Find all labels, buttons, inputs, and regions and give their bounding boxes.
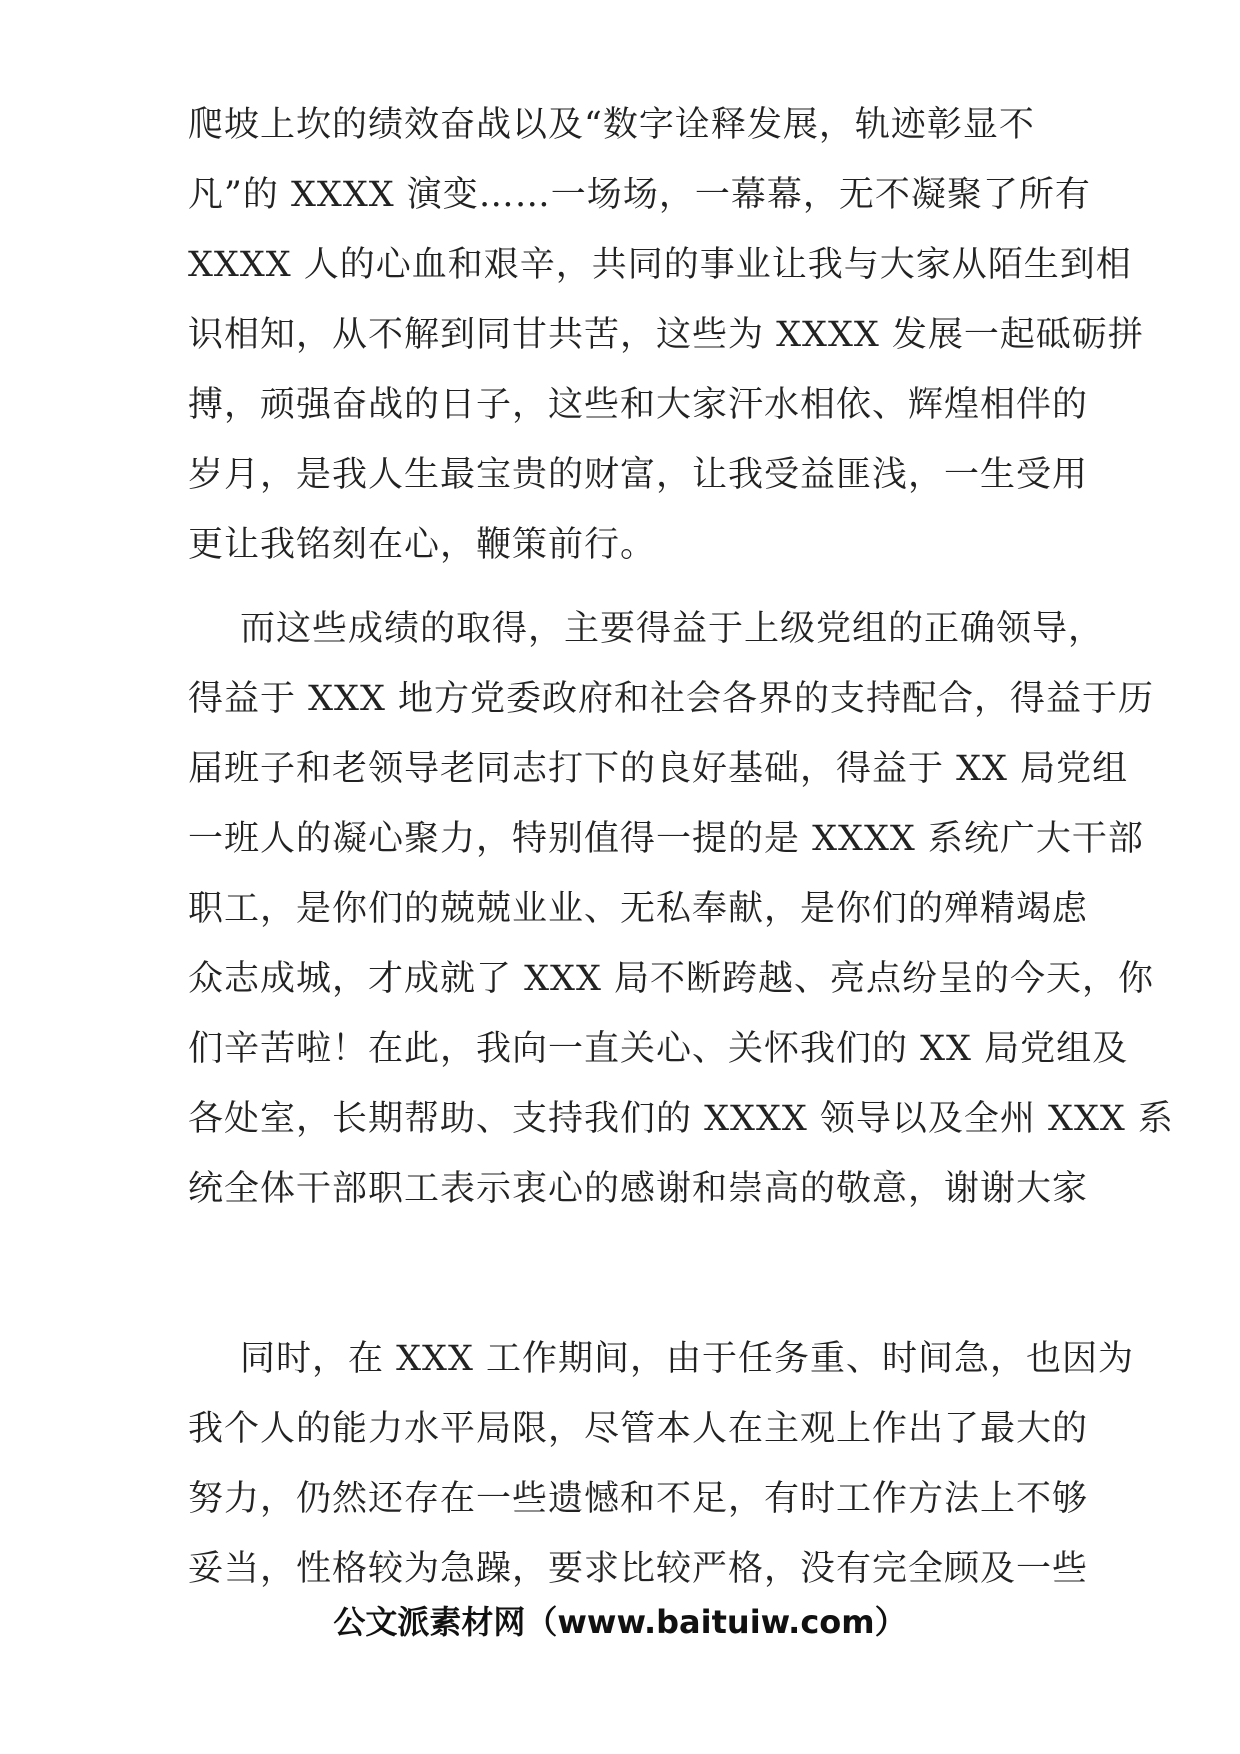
paragraph-line: 各处室，长期帮助、支持我们的 XXXX 领导以及全州 XXX 系 xyxy=(188,1099,1174,1139)
paragraph-line: 搏，顽强奋战的日子，这些和大家汗水相依、辉煌相伴的 xyxy=(188,385,1089,425)
paragraph-3 xyxy=(188,1324,1135,1604)
paragraph-line: 更让我铭刻在心，鞭策前行。 xyxy=(188,525,657,565)
paragraph-line: 努力，仍然还存在一些遗憾和不足，有时工作方法上不够 xyxy=(188,1479,1089,1519)
paragraph-line: 职工，是你们的兢兢业业、无私奉献，是你们的殚精竭虑 xyxy=(188,889,1089,929)
paragraph-line: 识相知，从不解到同甘共苦，这些为 XXXX 发展一起砥砺拼 xyxy=(188,315,1144,355)
paragraph-line: 妥当，性格较为急躁，要求比较严格，没有完全顾及一些 xyxy=(188,1549,1089,1589)
paragraph-line: 们辛苦啦！在此，我向一直关心、关怀我们的 XX 局党组及 xyxy=(188,1029,1129,1069)
paragraph-line: 岁月，是我人生最宝贵的财富，让我受益匪浅，一生受用 xyxy=(188,455,1089,495)
paragraph-spacer xyxy=(188,580,1058,594)
paragraph-line: 而这些成绩的取得，主要得益于上级党组的正确领导， xyxy=(240,609,1105,649)
paragraph-line: 统全体干部职工表示衷心的感谢和崇高的敬意，谢谢大家 xyxy=(188,1169,1089,1209)
paragraph-2 xyxy=(188,594,1174,1294)
paragraph-line: 凡”的 XXXX 演变……一场场，一幕幕，无不凝聚了所有 xyxy=(188,175,1091,215)
document-body xyxy=(188,90,1174,1604)
paragraph-line: 得益于 XXX 地方党委政府和社会各界的支持配合，得益于历 xyxy=(188,679,1155,719)
paragraph-spacer xyxy=(188,1294,1058,1324)
paragraph-line: 届班子和老领导老同志打下的良好基础，得益于 XX 局党组 xyxy=(188,749,1129,789)
paragraph-line: 爬坡上坎的绩效奋战以及“数字诠释发展，轨迹彰显不 xyxy=(188,105,1035,145)
paragraph-line: 一班人的凝心聚力，特别值得一提的是 XXXX 系统广大干部 xyxy=(188,819,1144,859)
paragraph-line: 我个人的能力水平局限，尽管本人在主观上作出了最大的 xyxy=(188,1409,1089,1449)
paragraph-line xyxy=(188,1224,1058,1294)
paragraph-line: XXXX 人的心血和艰辛，共同的事业让我与大家从陌生到相 xyxy=(188,245,1132,285)
paragraph-line: 同时，在 XXX 工作期间，由于任务重、时间急，也因为 xyxy=(240,1339,1135,1379)
footer-watermark: 公文派素材网（www.baituiw.com） xyxy=(333,1603,907,1641)
paragraph-line: 众志成城，才成就了 XXX 局不断跨越、亮点纷呈的今天，你 xyxy=(188,959,1155,999)
paragraph-1 xyxy=(188,90,1144,580)
